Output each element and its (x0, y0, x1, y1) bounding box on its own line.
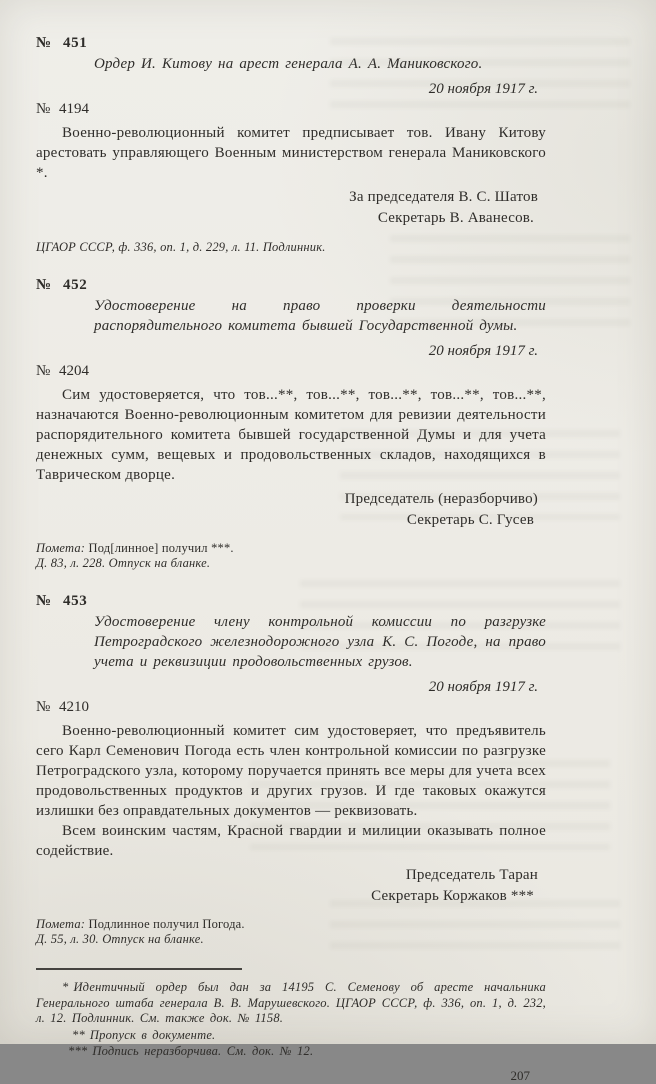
pometa-label: Помета: (36, 917, 86, 931)
signature-block (36, 489, 546, 531)
footnote (36, 980, 546, 1027)
registration-number: № 4204 (36, 363, 90, 379)
registration-number: № 4210 (36, 699, 90, 715)
doc-title: Удостоверение члену контрольной комиссии по разгрузке Петроградского железнодорожного узла К. С. Погоде, на право учета и реквизиции продовольственных грузов. (94, 614, 546, 670)
pometa-reference: Д. 83, л. 228. Отпуск на бланке. (36, 556, 211, 570)
doc-date: 20 ноября 1917 г. (428, 679, 538, 695)
signature-block (36, 865, 546, 907)
footnote-text: Идентичный ордер был дан за 14195 С. Семенову об аресте начальника Генерального штаба генерала В. В. Марушевского. ЦГАОР СССР, ф. 336, оп. 1, д. 232, л. 12. Подлинник. См. также док. № 1158. (36, 980, 546, 1025)
document-453 (36, 592, 546, 947)
signature-block (36, 187, 546, 229)
doc-body-paragraph: Всем воинским частям, Красной гвардии и милиции оказывать полное содействие. (36, 823, 546, 859)
signature-line: Председатель Таран (405, 867, 538, 883)
doc-date: 20 ноября 1917 г. (428, 81, 538, 97)
signature-line: За председателя В. С. Шатов (349, 189, 538, 205)
archive-reference: ЦГАОР СССР, ф. 336, оп. 1, д. 229, л. 11. Подлинник. (36, 240, 326, 254)
doc-title: Ордер И. Китову на арест генерала А. А. Маниковского. (94, 56, 483, 72)
footnotes-block (36, 980, 546, 1060)
signature-line: Секретарь Коржаков *** (371, 888, 534, 904)
doc-body-paragraph: Сим удостоверяется, что тов...**, тов...**, тов...**, тов...**, тов...**, назначаются Военно-революционным комитетом для ревизии деятельности распорядительного комитета бывшей государственной Думы и для учета денежных сумм, вещевых и продовольственных складов, находящихся в Таврическом дворце. (36, 387, 546, 483)
footnote-text: Подпись неразборчива. См. док. № 12. (92, 1044, 314, 1058)
doc-date: 20 ноября 1917 г. (428, 343, 538, 359)
signature-line: Председатель (неразборчиво) (344, 491, 538, 507)
registration-number: № 4194 (36, 101, 90, 117)
doc-number: № 451 (36, 35, 88, 51)
footnote-marker: ** (72, 1027, 85, 1042)
footnote-marker: *** (68, 1044, 88, 1058)
doc-title: Удостоверение на право проверки деятельности распорядительного комитета бывшей Государственной думы. (94, 298, 546, 334)
doc-body-paragraph: Военно-революционный комитет сим удостоверяет, что предъявитель сего Карл Семенович Погода есть член контрольной комиссии по разгрузке Петроградского узла, которому поручается принять все меры для учета всех продовольственных продуктов и других грузов. И где таковых окажутся излишки без оправдательных документов — реквизовать. (36, 723, 546, 819)
document-452 (36, 276, 546, 571)
pometa-reference: Д. 55, л. 30. Отпуск на бланке. (36, 932, 204, 946)
pometa-note (36, 541, 546, 571)
footnote-separator (36, 968, 242, 970)
doc-number: № 452 (36, 277, 88, 293)
document-451 (36, 34, 546, 255)
footnote-text: Пропуск в документе. (89, 1027, 216, 1042)
footnote (36, 1044, 546, 1060)
page-content (36, 34, 546, 1084)
pometa-label: Помета: (36, 541, 86, 555)
signature-line: Секретарь С. Гусев (406, 512, 534, 528)
doc-body-paragraph: Военно-революционный комитет предписывает тов. Ивану Китову арестовать управляющего Военным министерством генерала Маниковского *. (36, 125, 546, 181)
signature-line: Секретарь В. Аванесов. (377, 210, 534, 226)
footnote-marker: * (62, 980, 69, 994)
pometa-note (36, 917, 546, 947)
pometa-text: Подлинное получил Погода. (88, 917, 245, 931)
footnote (36, 1028, 546, 1044)
page-number: 207 (510, 1067, 530, 1083)
doc-number: № 453 (36, 593, 88, 609)
pometa-text: Под[линное] получил ***. (88, 541, 234, 555)
